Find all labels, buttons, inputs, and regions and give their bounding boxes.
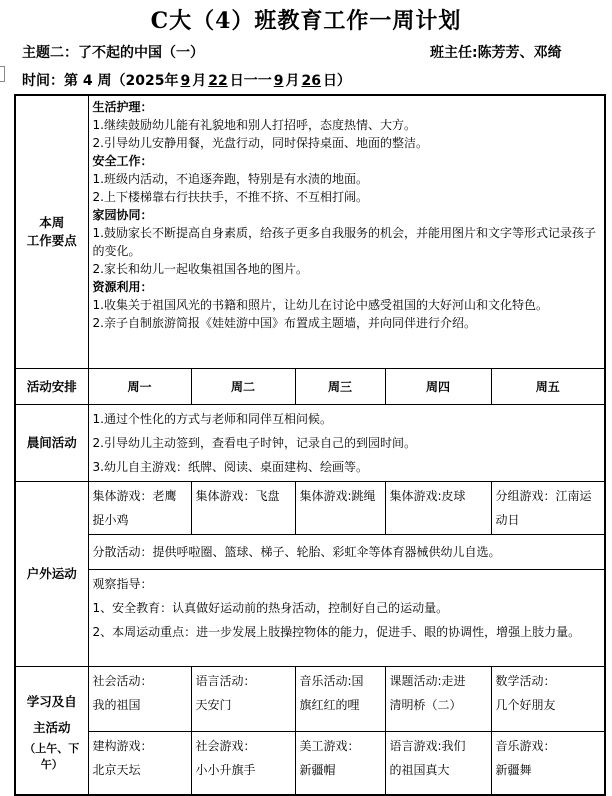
- study-cell: 数学活动： 几个好朋友: [491, 667, 605, 732]
- morning-content: [88, 405, 605, 482]
- study-cell: 音乐游戏： 新疆舞: [491, 732, 605, 796]
- date-separator: 日一一: [229, 73, 272, 89]
- study-cell: 社会游戏： 小小升旗手: [191, 732, 295, 796]
- day-thursday: 周四: [385, 369, 491, 405]
- focus-line: 1.收集关于祖国风光的书籍和照片，让幼儿在讨论中感受祖国的大好河山和文化特色。: [92, 298, 548, 312]
- month-char-1: 月: [192, 73, 207, 89]
- focus-section-title: 安全工作：: [92, 154, 153, 168]
- morning-row: [15, 405, 605, 482]
- focus-section-title: 资源利用：: [92, 280, 153, 294]
- page-title: C大（4）班教育工作一周计划: [150, 8, 462, 34]
- group-game-cell: 集体游戏:跳绳: [295, 482, 385, 535]
- theme-line: 主题二：了不起的中国（一）: [22, 45, 204, 61]
- observe-guidance: [88, 570, 605, 667]
- end-day: 26: [301, 73, 321, 89]
- day-friday: 周五: [491, 369, 605, 405]
- study-cell: 语言游戏:我们 的祖国真大: [385, 732, 491, 796]
- study-cell: 美工游戏： 新疆帽: [295, 732, 385, 796]
- margin-marker: [0, 66, 5, 82]
- study-cell: 语言活动： 天安门: [191, 667, 295, 732]
- focus-line: 1.鼓励家长不断提高自身素质，给孩子更多自我服务的机会，并能用图片和文字等形式记录孩子的变化。: [92, 226, 596, 258]
- focus-line: 2.上下楼梯靠右行扶扶手，不推不挤、不互相打闹。: [92, 190, 368, 204]
- day-monday: 周一: [88, 369, 191, 405]
- scatter-activity: 分散活动：提供呼啦圈、篮球、梯子、轮胎、彩虹伞等体育器械供幼儿自选。: [88, 535, 605, 570]
- end-month: 9: [273, 73, 284, 89]
- focus-section-title: 生活护理：: [92, 100, 153, 114]
- date-line: [22, 70, 351, 90]
- focus-line: 1.班级内活动，不追逐奔跑，特别是有水渍的地面。: [92, 172, 368, 186]
- date-prefix: 时间：第 4 周（2025年: [22, 73, 179, 89]
- study-cell: 社会活动： 我的祖国: [88, 667, 191, 732]
- morning-line: 2.引导幼儿主动签到，查看电子时钟，记录自己的到园时间。: [92, 436, 416, 450]
- outdoor-label: 户外运动: [15, 482, 88, 667]
- focus-section-title: 家园协同：: [92, 208, 153, 222]
- outdoor-observe-row: [15, 570, 605, 667]
- focus-line: 1.继续鼓励幼儿能有礼貌地和别人打招呼，态度热情、大方。: [92, 118, 416, 132]
- day-tuesday: 周二: [191, 369, 295, 405]
- day-wednesday: 周三: [295, 369, 385, 405]
- study-row-1: [15, 667, 605, 732]
- group-game-cell: 集体游戏：飞盘: [191, 482, 295, 535]
- focus-label: 本周 工作要点: [15, 95, 88, 369]
- group-game-cell: 集体游戏：老鹰捉小鸡: [88, 482, 191, 535]
- schedule-header-row: [15, 369, 605, 405]
- observe-line: 2、本周运动重点：进一步发展上肢操控物体的能力，促进手、眼的协调性，增强上肢力量。: [92, 625, 581, 639]
- outdoor-scatter-row: [15, 535, 605, 570]
- focus-line: 2.亲子自制旅游简报《娃娃游中国》布置成主题墙，并向同伴进行介绍。: [92, 316, 476, 330]
- start-month: 9: [180, 73, 191, 89]
- study-label: 学习及自 主活动 （上午、下午）: [15, 667, 88, 796]
- morning-line: 3.幼儿自主游戏：纸牌、阅读、桌面建构、绘画等。: [92, 460, 368, 474]
- study-cell: 音乐活动:国 旗红红的哩: [295, 667, 385, 732]
- observe-line: 1、安全教育：认真做好运动前的热身活动，控制好自己的运动量。: [92, 601, 449, 615]
- morning-label: 晨间活动: [15, 405, 88, 482]
- start-day: 22: [208, 73, 228, 89]
- date-suffix: 日）: [322, 73, 351, 89]
- schedule-label: 活动安排: [15, 369, 88, 405]
- focus-line: 2.引导幼儿安静用餐，光盘行动，同时保持桌面、地面的整洁。: [92, 136, 428, 150]
- study-cell: 课题活动:走进 清明桥（二）: [385, 667, 491, 732]
- teacher-line: 班主任:陈芳芳、邓绮: [430, 45, 562, 61]
- weekly-plan-table: [14, 94, 606, 796]
- focus-line: 2.家长和幼儿一起收集祖国各地的图片。: [92, 262, 308, 276]
- month-char-2: 月: [285, 73, 300, 89]
- morning-line: 1.通过个性化的方式与老师和同伴互相问候。: [92, 412, 332, 426]
- group-game-cell: 集体游戏:皮球: [385, 482, 491, 535]
- study-row-2: [15, 732, 605, 796]
- outdoor-group-row: [15, 482, 605, 535]
- study-cell: 建构游戏： 北京天坛: [88, 732, 191, 796]
- group-game-cell: 分组游戏：江南运动日: [491, 482, 605, 535]
- focus-row: [15, 95, 605, 369]
- focus-content: [88, 95, 605, 369]
- observe-title: 观察指导：: [92, 577, 153, 591]
